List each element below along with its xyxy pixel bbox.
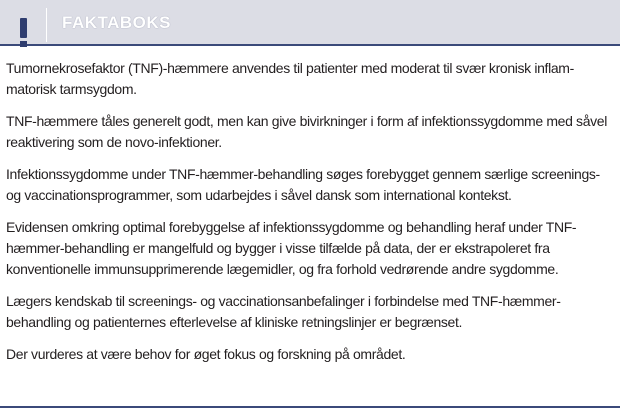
paragraph: Der vurderes at være behov for øget fokus og forskning på området.	[6, 346, 406, 362]
exclamation-icon	[0, 6, 52, 38]
factbox-content	[0, 58, 620, 376]
exclamation-bar	[20, 18, 27, 38]
paragraph: TNF-hæmmere tåles generelt godt, men kan give bivirkninger i form af infektionssygdomme med såvel reaktivering som de novo-infektioner.	[6, 113, 607, 150]
bottom-rule	[0, 406, 620, 408]
header-divider	[46, 8, 47, 42]
paragraph: Evidensen omkring optimal forebyggelse af infektionssygdomme og behandling heraf under TNF-hæmmer-behandling er mangelfuld og bygger i visse tilfælde på data, der er ekstrapoleret fra konventionelle immunsupprimerende lægemidler, og fra forhold vedrørende andre sygdomme.	[6, 219, 577, 277]
exclamation-dot	[20, 41, 27, 47]
factbox-title: FAKTABOKS	[62, 13, 172, 32]
paragraph: Tumornekrosefaktor (TNF)-hæmmere anvendes til patienter med moderat til svær kronisk inflammatorisk tarmsygdom.	[6, 60, 575, 97]
factbox-header	[0, 0, 620, 46]
paragraph: Infektionssygdomme under TNF-hæmmer-behandling søges forebygget gennem særlige screenings- og vaccinationsprogrammer, som udarbejdes i såvel dansk som international kontekst.	[6, 166, 600, 203]
paragraph: Lægers kendskab til screenings- og vaccinationsanbefalinger i forbindelse med TNF-hæmmer-behandling og patienternes efterlevelse af kliniske retningslinjer er begrænset.	[6, 293, 561, 330]
